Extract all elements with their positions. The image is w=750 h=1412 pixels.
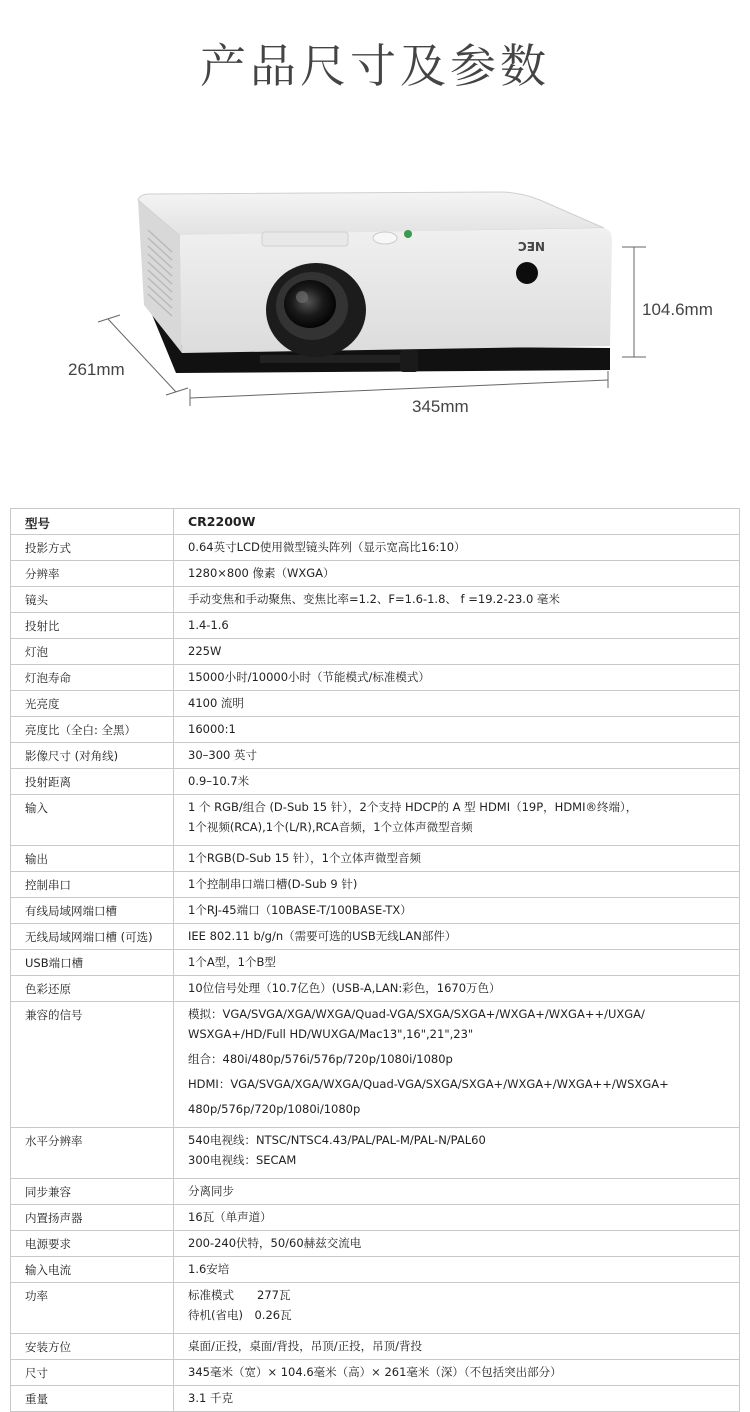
spec-row bbox=[11, 846, 740, 872]
spec-key: 兼容的信号 bbox=[11, 1002, 174, 1128]
spec-value bbox=[174, 924, 740, 950]
spec-value bbox=[174, 950, 740, 976]
spec-value-line: 1280×800 像素（WXGA） bbox=[188, 566, 335, 580]
spec-row bbox=[11, 1360, 740, 1386]
spec-value bbox=[174, 691, 740, 717]
spec-key: 灯泡 bbox=[11, 639, 174, 665]
spec-row bbox=[11, 535, 740, 561]
spec-row bbox=[11, 1283, 740, 1334]
spec-key: 内置扬声器 bbox=[11, 1205, 174, 1231]
spec-row bbox=[11, 561, 740, 587]
spec-key: 亮度比（全白: 全黑） bbox=[11, 717, 174, 743]
spec-value-line: 1 个 RGB/组合 (D-Sub 15 针），2个支持 HDCP的 A 型 HDMI（19P，HDMI®终端）， bbox=[188, 800, 638, 814]
spec-key: 输入电流 bbox=[11, 1257, 174, 1283]
spec-value-line: 1个RGB(D-Sub 15 针），1个立体声微型音频 bbox=[188, 851, 421, 865]
spec-value bbox=[174, 795, 740, 846]
spec-value bbox=[174, 872, 740, 898]
spec-value bbox=[174, 561, 740, 587]
spec-key: 影像尺寸 (对角线) bbox=[11, 743, 174, 769]
spec-value-line: 300电视线：SECAM bbox=[188, 1153, 297, 1167]
spec-value-line: 200-240伏特，50/60赫兹交流电 bbox=[188, 1236, 362, 1250]
spec-key: 尺寸 bbox=[11, 1360, 174, 1386]
spec-value bbox=[174, 1205, 740, 1231]
spec-key: 光亮度 bbox=[11, 691, 174, 717]
spec-key: 输入 bbox=[11, 795, 174, 846]
spec-key: 有线局域网端口槽 bbox=[11, 898, 174, 924]
spec-value-line: 1个视频(RCA),1个(L/R),RCA音频，1个立体声微型音频 bbox=[188, 820, 473, 834]
spec-value bbox=[174, 976, 740, 1002]
spec-key: 分辨率 bbox=[11, 561, 174, 587]
spec-key: 安装方位 bbox=[11, 1334, 174, 1360]
spec-value-line: 15000小时/10000小时（节能模式/标准模式） bbox=[188, 670, 430, 684]
spec-header-key: 型号 bbox=[11, 509, 174, 535]
width-dimension-label: 345mm bbox=[412, 397, 469, 416]
spec-row bbox=[11, 795, 740, 846]
spec-value-line: 16000:1 bbox=[188, 722, 236, 736]
spec-value bbox=[174, 1128, 740, 1179]
spec-value-line: 组合：480i/480p/576i/576p/720p/1080i/1080p bbox=[188, 1052, 453, 1066]
spec-value bbox=[174, 1179, 740, 1205]
spec-value-line: HDMI：VGA/SVGA/XGA/WXGA/Quad-VGA/SXGA/SXGA+/WXGA+/WXGA++/WSXGA+ bbox=[188, 1077, 669, 1091]
spec-key: 重量 bbox=[11, 1386, 174, 1412]
spec-value-line: 3.1 千克 bbox=[188, 1391, 233, 1405]
spec-header-value: CR2200W bbox=[174, 509, 740, 535]
spec-row bbox=[11, 613, 740, 639]
spec-value bbox=[174, 535, 740, 561]
spec-row bbox=[11, 1205, 740, 1231]
spec-key: 投射距离 bbox=[11, 769, 174, 795]
spec-key: USB端口槽 bbox=[11, 950, 174, 976]
spec-value-line: 1个控制串口端口槽(D-Sub 9 针) bbox=[188, 877, 358, 891]
spec-value bbox=[174, 1283, 740, 1334]
spec-row bbox=[11, 717, 740, 743]
spec-value-line: 1个A型，1个B型 bbox=[188, 955, 276, 969]
spec-value-line: 1.6安培 bbox=[188, 1262, 230, 1276]
spec-value-line: 1个RJ-45端口（10BASE-T/100BASE-TX） bbox=[188, 903, 412, 917]
spec-value bbox=[174, 846, 740, 872]
spec-key: 输出 bbox=[11, 846, 174, 872]
spec-value bbox=[174, 587, 740, 613]
spec-value-line: WSXGA+/HD/Full HD/WUXGA/Mac13",16",21",23" bbox=[188, 1027, 474, 1041]
spec-value-line: 0.64英寸LCD使用微型镜头阵列（显示宽高比16:10） bbox=[188, 540, 466, 554]
spec-row bbox=[11, 1257, 740, 1283]
spec-value-line: 10位信号处理（10.7亿色）(USB-A,LAN:彩色，1670万色） bbox=[188, 981, 501, 995]
height-dimension-label: 104.6mm bbox=[642, 300, 713, 319]
spec-value-line: 540电视线：NTSC/NTSC4.43/PAL/PAL-M/PAL-N/PAL60 bbox=[188, 1133, 486, 1147]
spec-key: 水平分辨率 bbox=[11, 1128, 174, 1179]
spec-row bbox=[11, 743, 740, 769]
spec-value bbox=[174, 769, 740, 795]
spec-value-line: 30–300 英寸 bbox=[188, 748, 257, 762]
product-dimension-diagram bbox=[0, 170, 750, 430]
spec-value-line: 1.4-1.6 bbox=[188, 618, 229, 632]
spec-row bbox=[11, 898, 740, 924]
spec-row bbox=[11, 924, 740, 950]
spec-key: 投射比 bbox=[11, 613, 174, 639]
spec-value-line: 480p/576p/720p/1080i/1080p bbox=[188, 1102, 361, 1116]
spec-key: 功率 bbox=[11, 1283, 174, 1334]
spec-key: 灯泡寿命 bbox=[11, 665, 174, 691]
spec-value-line: 分离同步 bbox=[188, 1184, 234, 1198]
spec-value bbox=[174, 743, 740, 769]
spec-value bbox=[174, 1386, 740, 1412]
spec-value-line: 待机(省电) 0.26瓦 bbox=[188, 1308, 292, 1322]
spec-value-line: 模拟：VGA/SVGA/XGA/WXGA/Quad-VGA/SXGA/SXGA+/WXGA+/WXGA++/UXGA/ bbox=[188, 1007, 645, 1021]
spec-table bbox=[10, 508, 740, 1412]
spec-key: 投影方式 bbox=[11, 535, 174, 561]
spec-row bbox=[11, 976, 740, 1002]
depth-dimension-label: 261mm bbox=[68, 360, 125, 379]
spec-value bbox=[174, 613, 740, 639]
spec-row bbox=[11, 1002, 740, 1128]
spec-row bbox=[11, 950, 740, 976]
spec-row bbox=[11, 1231, 740, 1257]
spec-row bbox=[11, 1386, 740, 1412]
spec-value-line: 16瓦（单声道） bbox=[188, 1210, 272, 1224]
spec-value bbox=[174, 1257, 740, 1283]
spec-value bbox=[174, 1002, 740, 1128]
spec-row bbox=[11, 665, 740, 691]
spec-value-line: 225W bbox=[188, 644, 222, 658]
spec-key: 镜头 bbox=[11, 587, 174, 613]
spec-key: 同步兼容 bbox=[11, 1179, 174, 1205]
spec-row bbox=[11, 639, 740, 665]
spec-value-line: 345毫米（宽）× 104.6毫米（高）× 261毫米（深）（不包括突出部分） bbox=[188, 1365, 562, 1379]
spec-value-line: 4100 流明 bbox=[188, 696, 244, 710]
spec-value bbox=[174, 1231, 740, 1257]
spec-value bbox=[174, 1334, 740, 1360]
spec-row bbox=[11, 691, 740, 717]
spec-row bbox=[11, 872, 740, 898]
spec-row bbox=[11, 1128, 740, 1179]
spec-row bbox=[11, 587, 740, 613]
spec-value-line: 桌面/正投，桌面/背投，吊顶/正投，吊顶/背投 bbox=[188, 1339, 422, 1353]
spec-key: 无线局域网端口槽 (可选) bbox=[11, 924, 174, 950]
spec-value bbox=[174, 665, 740, 691]
page-title: 产品尺寸及参数 bbox=[200, 39, 550, 93]
spec-row bbox=[11, 769, 740, 795]
spec-value-line: 手动变焦和手动聚焦、变焦比率=1.2、F=1.6-1.8、 f =19.2-23.0 毫米 bbox=[188, 592, 560, 606]
spec-value bbox=[174, 898, 740, 924]
spec-row bbox=[11, 1179, 740, 1205]
spec-value bbox=[174, 1360, 740, 1386]
spec-value bbox=[174, 639, 740, 665]
spec-value-line: IEE 802.11 b/g/n（需要可选的USB无线LAN部件） bbox=[188, 929, 457, 943]
svg-text:NEC: NEC bbox=[517, 239, 545, 253]
spec-value-line: 0.9–10.7米 bbox=[188, 774, 250, 788]
spec-key: 控制串口 bbox=[11, 872, 174, 898]
projector-illustration bbox=[0, 170, 750, 430]
spec-row bbox=[11, 1334, 740, 1360]
spec-value bbox=[174, 717, 740, 743]
spec-value-line: 标准模式 277瓦 bbox=[188, 1288, 291, 1302]
spec-header-row bbox=[11, 509, 740, 535]
spec-key: 色彩还原 bbox=[11, 976, 174, 1002]
spec-key: 电源要求 bbox=[11, 1231, 174, 1257]
